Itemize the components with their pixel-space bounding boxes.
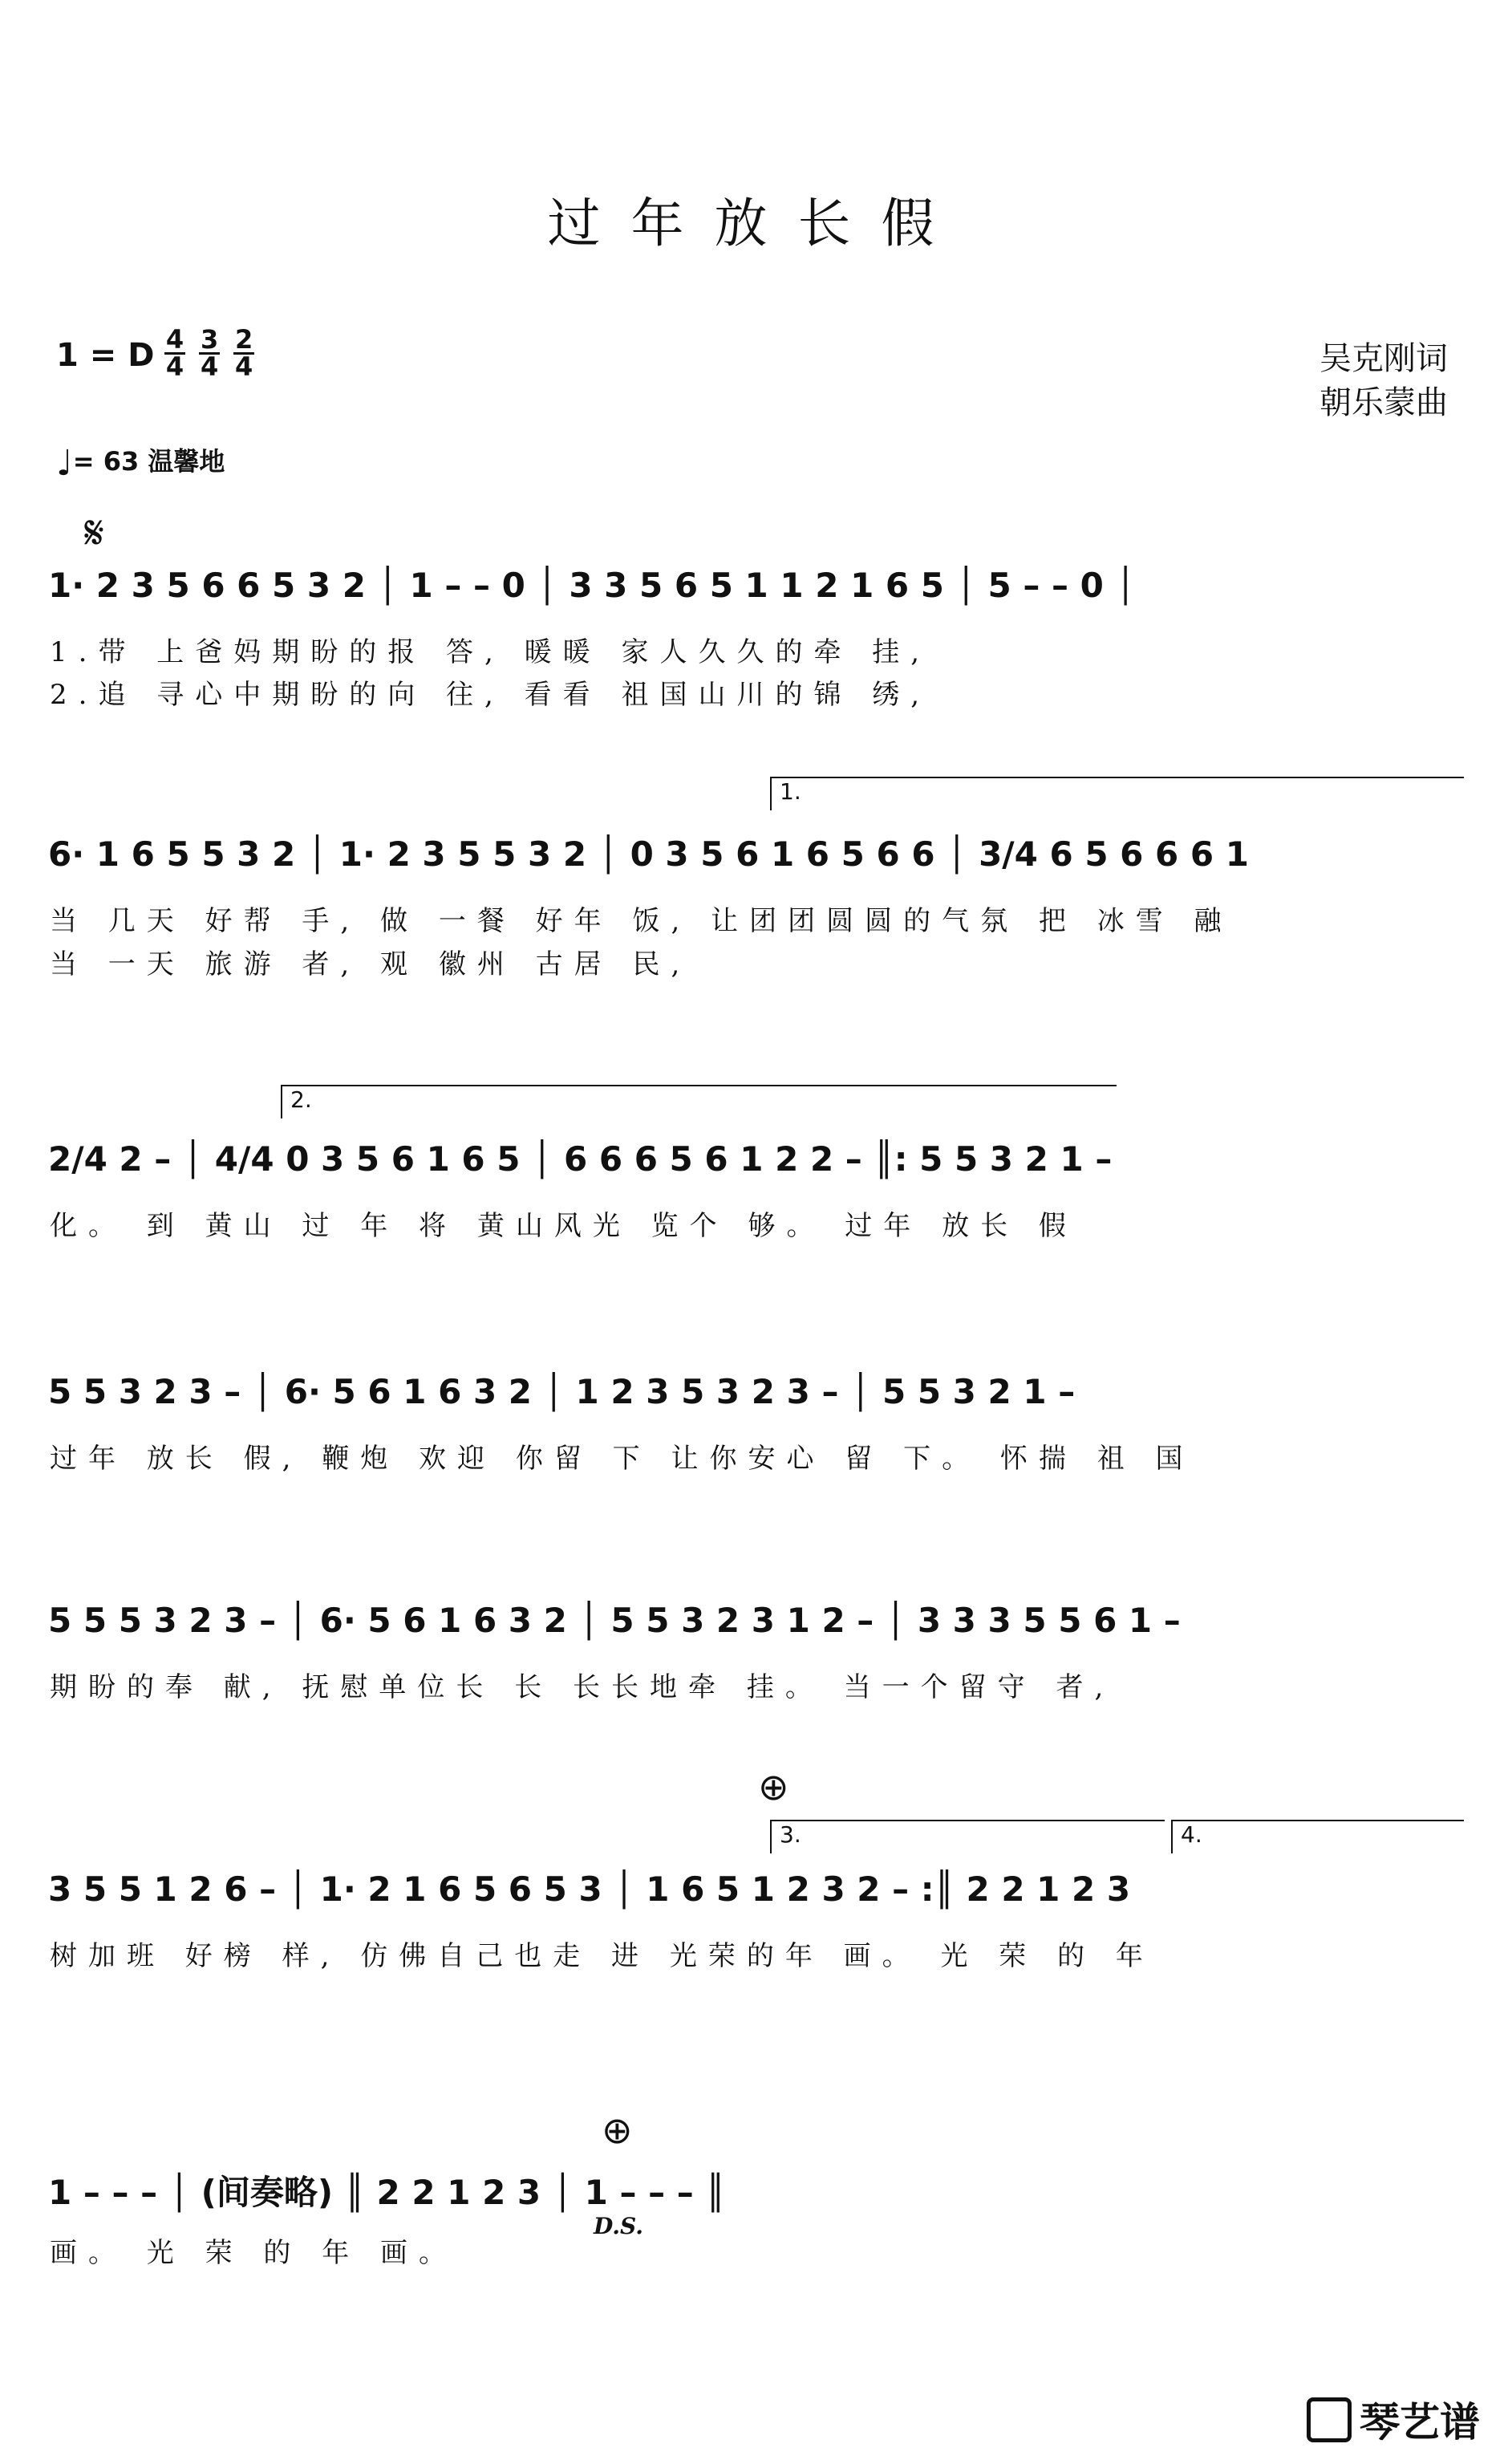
- quarter-note-icon: ♩: [56, 443, 73, 484]
- system-1-lyric-1: 1.带 上爸妈期盼的报 答, 暖暖 家人久久的牵 挂,: [50, 636, 931, 668]
- system-4-notes: 5 5 3 2 3 – │ 6· 5 6 1 6 3 2 │ 1 2 3 5 3 2 3 – │ 5 5 3 2 1 –: [48, 1372, 1076, 1411]
- composer: 朝乐蒙曲: [1319, 384, 1448, 421]
- coda-icon-2: ⊕: [602, 2109, 633, 2152]
- system-5-lyric-1: 期盼的奉 献, 抚慰单位长 长 长长地牵 挂。 当一个留守 者,: [50, 1671, 1115, 1703]
- system-7-lyric-1: 画。 光 荣 的 年 画。: [50, 2237, 458, 2269]
- volta-3: 3.: [770, 1820, 1165, 1853]
- tempo-text: = 63 温馨地: [72, 446, 225, 477]
- dal-segno-marking: D.S.: [594, 2213, 644, 2239]
- system-1-lyric-2: 2.追 寻心中期盼的向 往, 看看 祖国山川的锦 绣,: [50, 679, 931, 711]
- time-signatures: [164, 324, 264, 382]
- volta-2: 2.: [281, 1085, 1117, 1118]
- logo-icon: [1307, 2397, 1352, 2442]
- system-6-lyric-1: 树加班 好榜 样, 仿佛自己也走 进 光荣的年 画。 光 荣 的 年: [50, 1940, 1154, 1972]
- time-signature-2: $\frac{3}{4}$: [200, 324, 219, 382]
- page-title: 过年放长假: [547, 193, 965, 254]
- tempo-marking: [56, 441, 225, 484]
- lyricist: 吴克刚词: [1319, 340, 1448, 377]
- system-2-notes: 6· 1 6 5 5 3 2 │ 1· 2 3 5 5 3 2 │ 0 3 5 6 1 6 5 6 6 │ 3/4 6 5 6 6 6 1: [48, 834, 1249, 874]
- watermark-text: 琴艺谱: [1360, 2399, 1480, 2446]
- system-3-lyric-1: 化。 到 黄山 过 年 将 黄山风光 览个 够。 过年 放长 假: [50, 1210, 1077, 1242]
- system-5-notes: 5 5 5 3 2 3 – │ 6· 5 6 1 6 3 2 │ 5 5 3 2 3 1 2 – │ 3 3 3 5 5 6 1 –: [48, 1601, 1181, 1640]
- system-2-lyric-1: 当 几天 好帮 手, 做 一餐 好年 饭, 让团团圆圆的气氛 把 冰雪 融: [50, 905, 1233, 937]
- time-signature-3: $\frac{2}{4}$: [235, 324, 253, 382]
- system-6-notes: 3 5 5 1 2 6 – │ 1· 2 1 6 5 6 5 3 │ 1 6 5 1 2 3 2 – :║ 2 2 1 2 3: [48, 1869, 1131, 1909]
- system-7-notes: 1 – – – │ (间奏略) ║ 2 2 1 2 3 │ 1 – – – ║: [48, 2173, 726, 2212]
- system-4-lyric-1: 过年 放长 假, 鞭炮 欢迎 你留 下 让你安心 留 下。 怀揣 祖 国: [50, 1443, 1194, 1475]
- volta-4: 4.: [1171, 1820, 1464, 1853]
- volta-1: 1.: [770, 777, 1464, 810]
- system-3-notes: 2/4 2 – │ 4/4 0 3 5 6 1 6 5 │ 6 6 6 5 6 1 2 2 – ║: 5 5 3 2 1 –: [48, 1139, 1113, 1179]
- key-signature: 1 = D: [56, 337, 155, 374]
- time-signature-1: $\frac{4}{4}$: [165, 324, 184, 382]
- coda-icon: ⊕: [758, 1765, 789, 1808]
- system-2-lyric-2: 当 一天 旅游 者, 观 徽州 古居 民,: [50, 948, 691, 980]
- watermark-logo: [1307, 2390, 1480, 2448]
- segno-icon: 𝄋: [84, 505, 104, 560]
- system-1-notes: 1· 2 3 5 6 6 5 3 2 │ 1 – – 0 │ 3 3 5 6 5 1 1 2 1 6 5 │ 5 – – 0 │: [48, 566, 1136, 605]
